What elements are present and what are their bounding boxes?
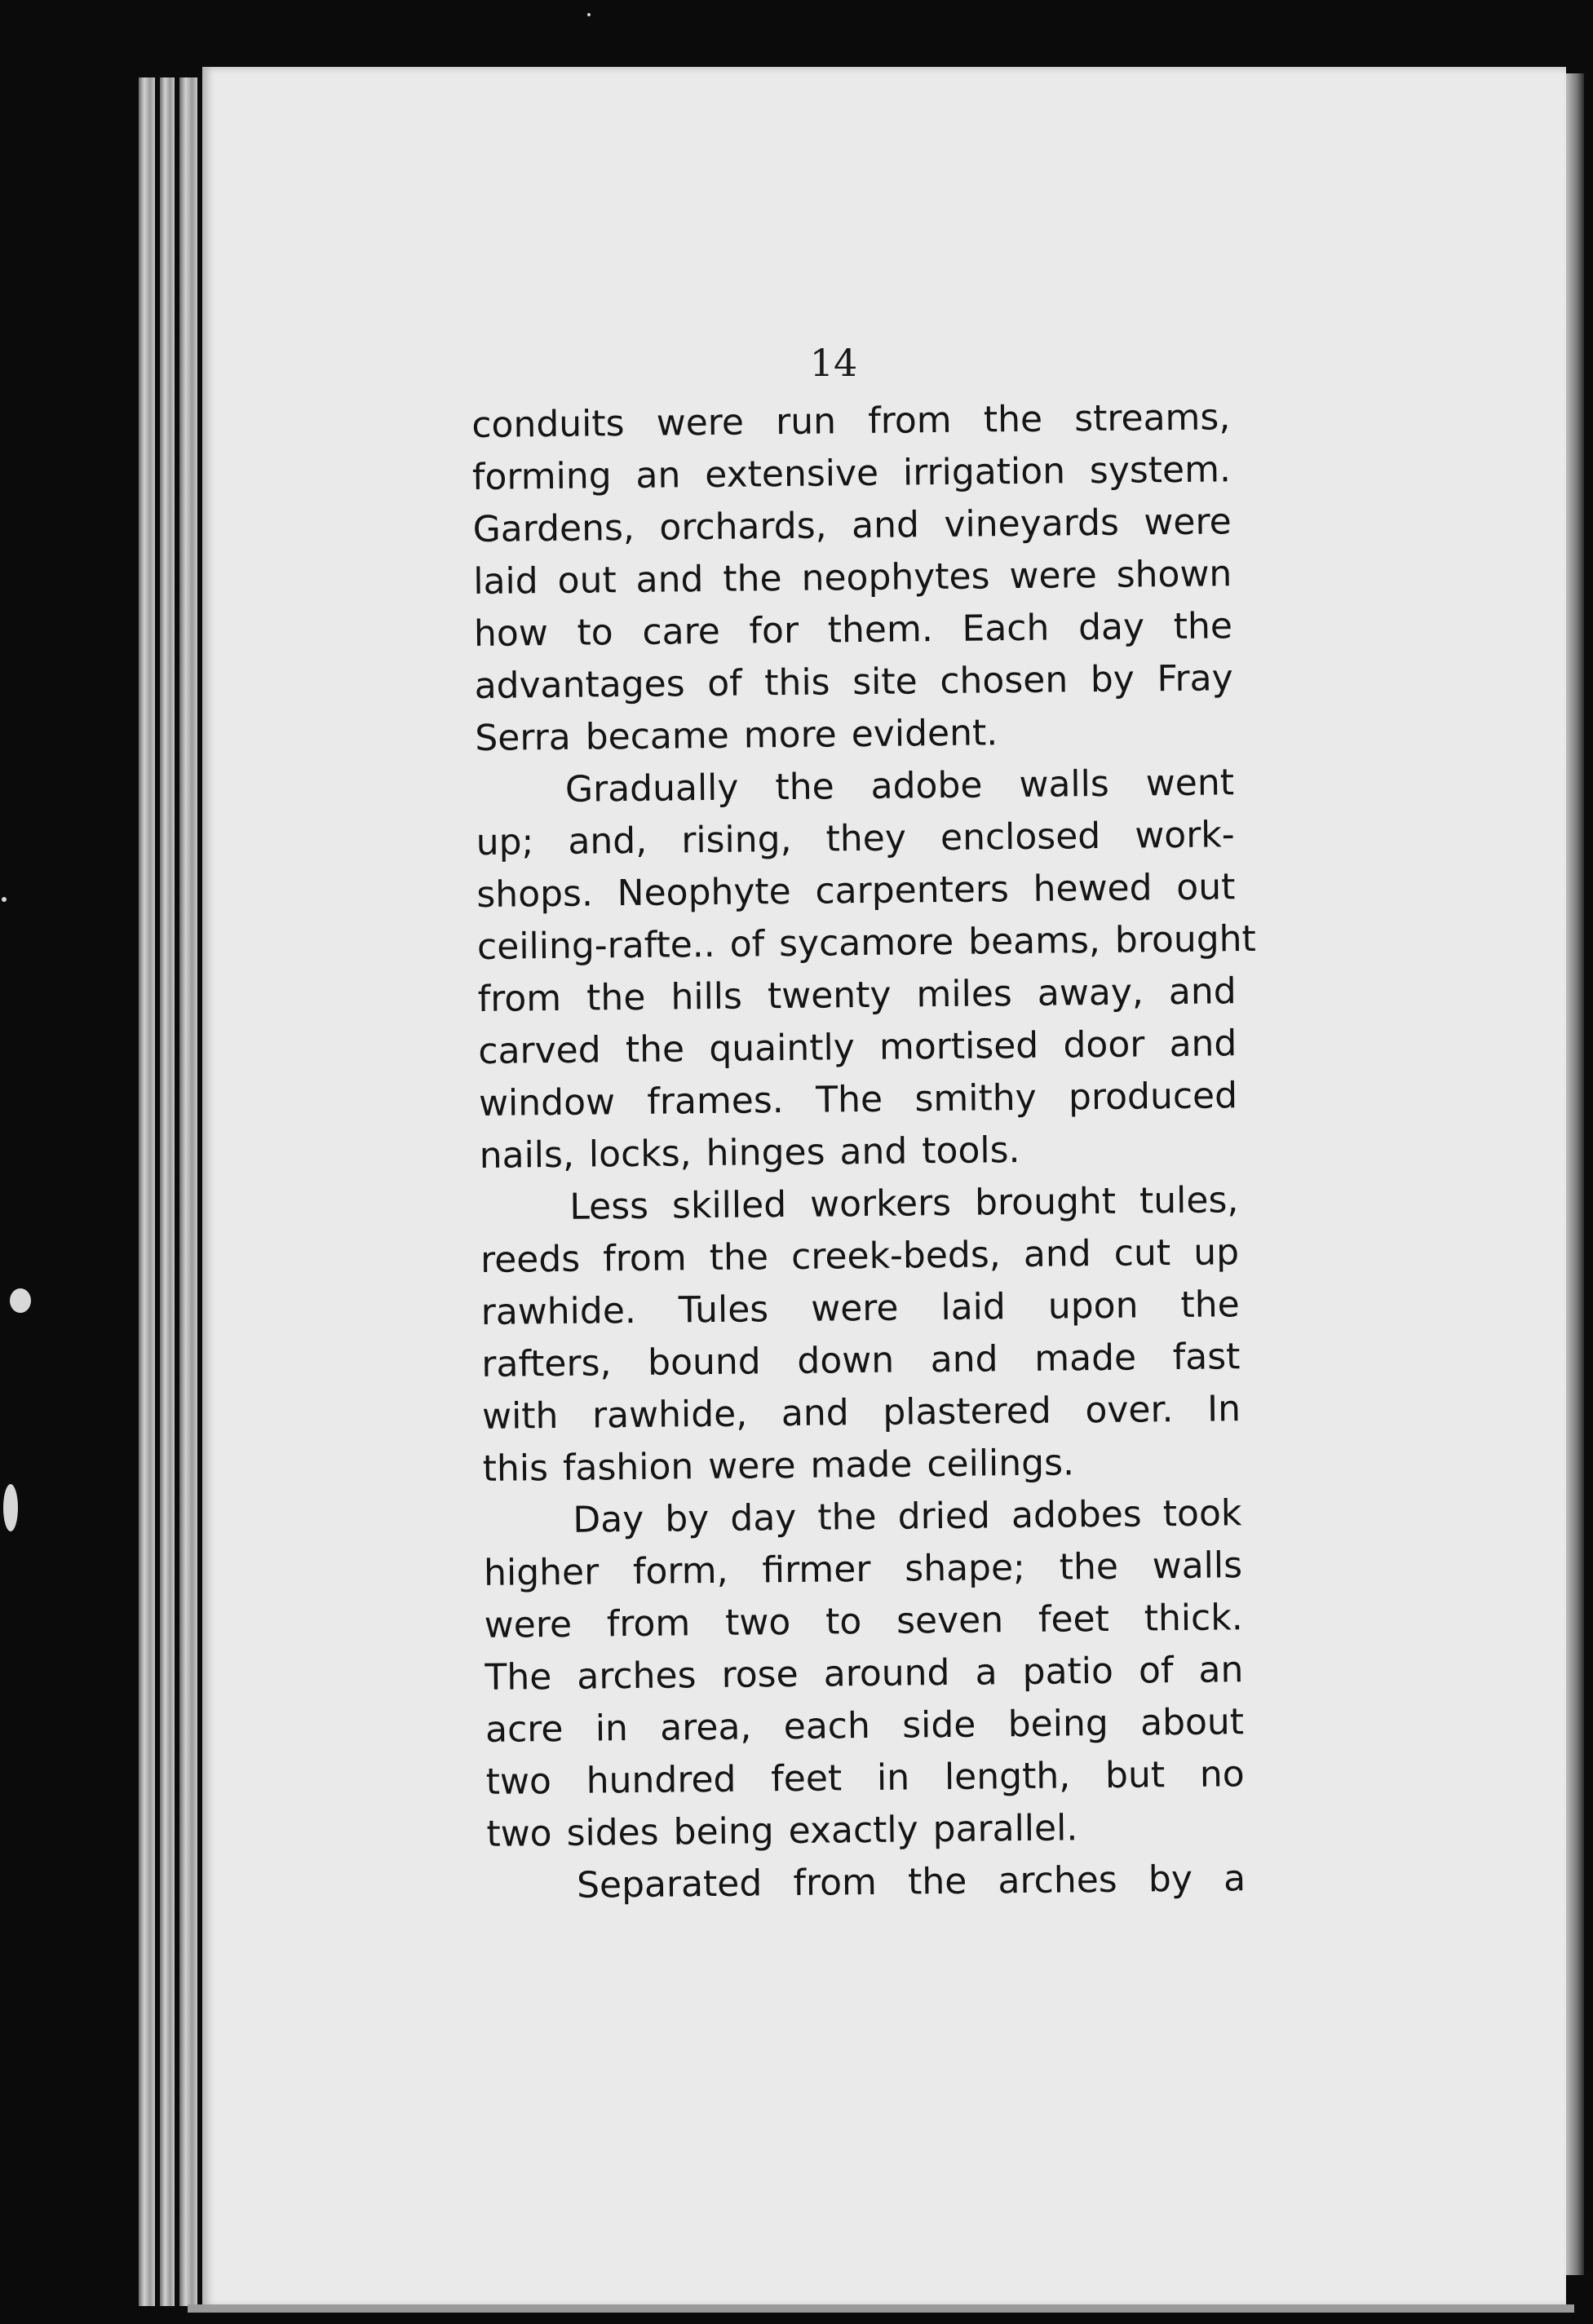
text-line: ceiling-rafte.. of sycamore beams, brought	[476, 917, 1257, 968]
scan-speck	[10, 1288, 31, 1313]
text-line: were from two to seven feet thick.	[484, 1597, 1243, 1646]
text-line: from the hills twenty miles away, and	[477, 970, 1237, 1020]
text-line: up; and, rising, they enclosed work-	[476, 814, 1235, 864]
text-line: acre in area, each side being about	[485, 1701, 1245, 1751]
text-line: Day by day the dried adobes took	[573, 1492, 1242, 1541]
text-line: forming an extensive irrigation system.	[471, 448, 1232, 498]
text-line: conduits were run from the streams,	[471, 396, 1231, 446]
text-line: two sides being exactly parallel.	[486, 1807, 1078, 1855]
page-edge-stack	[139, 77, 155, 2306]
page-right-edge	[1566, 73, 1584, 2275]
text-line: higher form, firmer shape; the walls	[483, 1544, 1243, 1594]
text-line: two hundred feet in length, but no	[485, 1753, 1245, 1803]
scan-speck	[2, 897, 7, 902]
text-line: laid out and the neophytes were shown	[473, 553, 1232, 603]
text-line: Less skilled workers brought tules,	[569, 1179, 1239, 1228]
text-line: rafters, bound down and made fast	[481, 1336, 1241, 1385]
body-text	[471, 391, 1257, 1913]
scan-speck	[3, 1484, 18, 1531]
page-edge-stack	[179, 77, 197, 2306]
text-line: window frames. The smithy produced	[478, 1075, 1238, 1124]
text-line: Gradually the adobe walls went	[564, 762, 1235, 811]
page-edge-stack	[160, 77, 175, 2306]
text-line: reeds from the creek-beds, and cut up	[480, 1231, 1240, 1281]
text-line: shops. Neophyte carpenters hewed out	[476, 866, 1236, 916]
text-line: Serra became more evident.	[475, 712, 998, 759]
text-line: rawhide. Tules were laid upon the	[480, 1284, 1240, 1333]
text-line: how to care for them. Each day the	[473, 605, 1233, 655]
text-line: The arches rose around a patio of an	[485, 1649, 1244, 1699]
text-line: Gardens, orchards, and vineyards were	[472, 501, 1232, 550]
text-line: carved the quaintly mortised door and	[478, 1023, 1237, 1072]
text-line: advantages of this site chosen by Fray	[474, 657, 1233, 707]
text-line: with rawhide, and plastered over. In	[481, 1388, 1241, 1438]
text-line: nails, locks, hinges and tools.	[479, 1129, 1020, 1177]
scan-speck	[587, 13, 591, 16]
text-line: Separated from the arches by a	[576, 1858, 1246, 1906]
page-number: 14	[809, 341, 858, 385]
text-line: this fashion were made ceilings.	[482, 1442, 1075, 1490]
page-bottom-edge	[188, 2304, 1574, 2313]
